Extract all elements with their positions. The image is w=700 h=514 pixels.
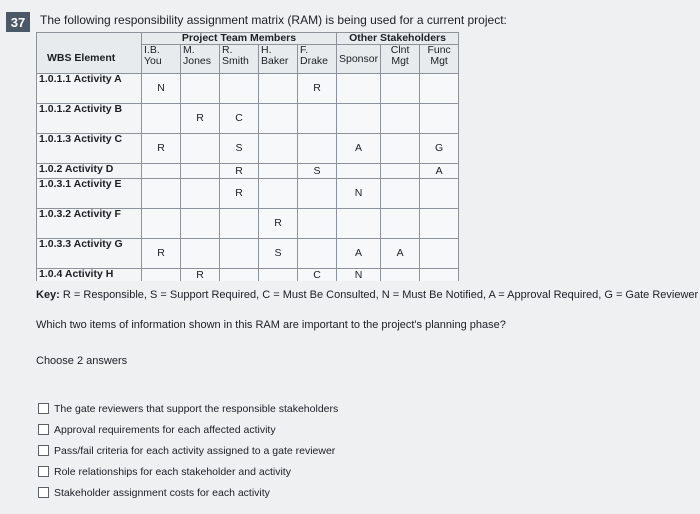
checkbox[interactable] bbox=[38, 424, 49, 435]
ram-cell: G bbox=[420, 134, 459, 164]
answer-label: Stakeholder assignment costs for each activity bbox=[54, 486, 270, 499]
ram-cell bbox=[259, 269, 298, 282]
ram-row bbox=[37, 179, 459, 209]
ram-cell: R bbox=[142, 239, 181, 269]
ram-cell bbox=[142, 179, 181, 209]
activity-label: 1.0.4 Activity H bbox=[37, 269, 142, 282]
ram-cell: A bbox=[337, 239, 381, 269]
ram-cell bbox=[420, 239, 459, 269]
ram-cell bbox=[181, 209, 220, 239]
ram-cell bbox=[142, 164, 181, 179]
ram-cell bbox=[181, 134, 220, 164]
ram-row bbox=[37, 164, 459, 179]
answer-option[interactable] bbox=[38, 461, 338, 482]
answer-label: Role relationships for each stakeholder and activity bbox=[54, 465, 291, 478]
ram-cell bbox=[220, 209, 259, 239]
ram-cell bbox=[337, 209, 381, 239]
ram-cell: R bbox=[259, 209, 298, 239]
key-text: R = Responsible, S = Support Required, C = Must Be Consulted, N = Must Be Notified, A = Approval Required, G = Gate Reviewer bbox=[62, 289, 699, 301]
ram-cell: N bbox=[142, 74, 181, 104]
checkbox[interactable] bbox=[38, 403, 49, 414]
ram-cell: N bbox=[337, 179, 381, 209]
key-label: Key: bbox=[36, 289, 60, 301]
ram-row bbox=[37, 104, 459, 134]
ram-cell bbox=[298, 239, 337, 269]
answer-label: The gate reviewers that support the responsible stakeholders bbox=[54, 402, 339, 415]
ram-cell: C bbox=[220, 104, 259, 134]
answer-option[interactable] bbox=[38, 440, 338, 461]
column-header: Sponsor bbox=[337, 45, 381, 74]
ram-cell bbox=[420, 104, 459, 134]
ram-cell bbox=[181, 164, 220, 179]
ram-cell bbox=[298, 209, 337, 239]
ram-cell: S bbox=[259, 239, 298, 269]
ram-row bbox=[37, 209, 459, 239]
activity-label: 1.0.1.2 Activity B bbox=[37, 104, 142, 134]
ram-cell bbox=[337, 74, 381, 104]
column-header: Clnt Mgt bbox=[381, 45, 420, 74]
ram-cell bbox=[420, 74, 459, 104]
ram-cell bbox=[181, 74, 220, 104]
ram-column-header-row bbox=[37, 45, 459, 74]
ram-cell bbox=[142, 104, 181, 134]
ram-cell bbox=[381, 134, 420, 164]
ram-cell bbox=[381, 269, 420, 282]
ram-cell bbox=[381, 104, 420, 134]
group-header-team: Project Team Members bbox=[142, 33, 337, 45]
ram-cell bbox=[298, 104, 337, 134]
ram-cell bbox=[142, 269, 181, 282]
answer-option[interactable] bbox=[38, 419, 338, 440]
ram-cell bbox=[420, 269, 459, 282]
checkbox[interactable] bbox=[38, 466, 49, 477]
column-header: R. Smith bbox=[220, 45, 259, 74]
column-header: H. Baker bbox=[259, 45, 298, 74]
ram-cell: C bbox=[298, 269, 337, 282]
ram-cell: R bbox=[181, 269, 220, 282]
ram-cell bbox=[220, 74, 259, 104]
ram-cell: R bbox=[220, 164, 259, 179]
answer-label: Pass/fail criteria for each activity assigned to a gate reviewer bbox=[54, 444, 336, 457]
activity-label: 1.0.3.1 Activity E bbox=[37, 179, 142, 209]
ram-cell bbox=[381, 209, 420, 239]
column-header: I.B. You bbox=[142, 45, 181, 74]
ram-cell bbox=[298, 179, 337, 209]
ram-cell bbox=[259, 134, 298, 164]
ram-cell bbox=[381, 74, 420, 104]
answer-instruction: Choose 2 answers bbox=[36, 355, 128, 367]
ram-cell bbox=[220, 269, 259, 282]
wbs-element-header: WBS Element bbox=[37, 45, 142, 74]
question-number: 37 bbox=[6, 12, 30, 32]
ram-cell bbox=[142, 209, 181, 239]
activity-label: 1.0.3.3 Activity G bbox=[37, 239, 142, 269]
checkbox[interactable] bbox=[38, 445, 49, 456]
ram-cell: R bbox=[298, 74, 337, 104]
column-header: M. Jones bbox=[181, 45, 220, 74]
ram-row bbox=[37, 269, 459, 282]
ram-cell bbox=[259, 164, 298, 179]
ram-cell bbox=[337, 104, 381, 134]
group-header-stakeholders: Other Stakeholders bbox=[337, 33, 459, 45]
question-prompt: Which two items of information shown in this RAM are important to the project's planning phase? bbox=[36, 319, 506, 331]
question-text: The following responsibility assignment matrix (RAM) is being used for a current project: bbox=[40, 13, 507, 27]
ram-cell bbox=[298, 134, 337, 164]
answer-label: Approval requirements for each affected activity bbox=[54, 423, 276, 436]
column-header: Func Mgt bbox=[420, 45, 459, 74]
checkbox[interactable] bbox=[38, 487, 49, 498]
ram-cell: A bbox=[381, 239, 420, 269]
ram-cell: N bbox=[337, 269, 381, 282]
ram-row bbox=[37, 74, 459, 104]
ram-cell: S bbox=[220, 134, 259, 164]
column-header: F. Drake bbox=[298, 45, 337, 74]
ram-cell bbox=[420, 209, 459, 239]
ram-cell bbox=[420, 179, 459, 209]
ram-cell: A bbox=[420, 164, 459, 179]
activity-label: 1.0.1.1 Activity A bbox=[37, 74, 142, 104]
ram-cell bbox=[259, 179, 298, 209]
ram-cell: R bbox=[220, 179, 259, 209]
answer-option[interactable] bbox=[38, 482, 338, 503]
ram-row bbox=[37, 134, 459, 164]
ram-table bbox=[36, 32, 459, 281]
ram-cell: R bbox=[181, 104, 220, 134]
ram-cell: R bbox=[142, 134, 181, 164]
ram-cell: A bbox=[337, 134, 381, 164]
ram-cell bbox=[381, 179, 420, 209]
ram-cell bbox=[181, 239, 220, 269]
answer-list bbox=[38, 398, 338, 503]
activity-label: 1.0.2 Activity D bbox=[37, 164, 142, 179]
ram-cell bbox=[220, 239, 259, 269]
ram-cell bbox=[259, 104, 298, 134]
ram-cell bbox=[259, 74, 298, 104]
answer-option[interactable] bbox=[38, 398, 338, 419]
ram-cell: S bbox=[298, 164, 337, 179]
activity-label: 1.0.3.2 Activity F bbox=[37, 209, 142, 239]
ram-key bbox=[36, 289, 698, 301]
ram-group-header-row bbox=[37, 33, 459, 45]
ram-row bbox=[37, 239, 459, 269]
ram-cell bbox=[337, 164, 381, 179]
activity-label: 1.0.1.3 Activity C bbox=[37, 134, 142, 164]
ram-cell bbox=[181, 179, 220, 209]
ram-cell bbox=[381, 164, 420, 179]
